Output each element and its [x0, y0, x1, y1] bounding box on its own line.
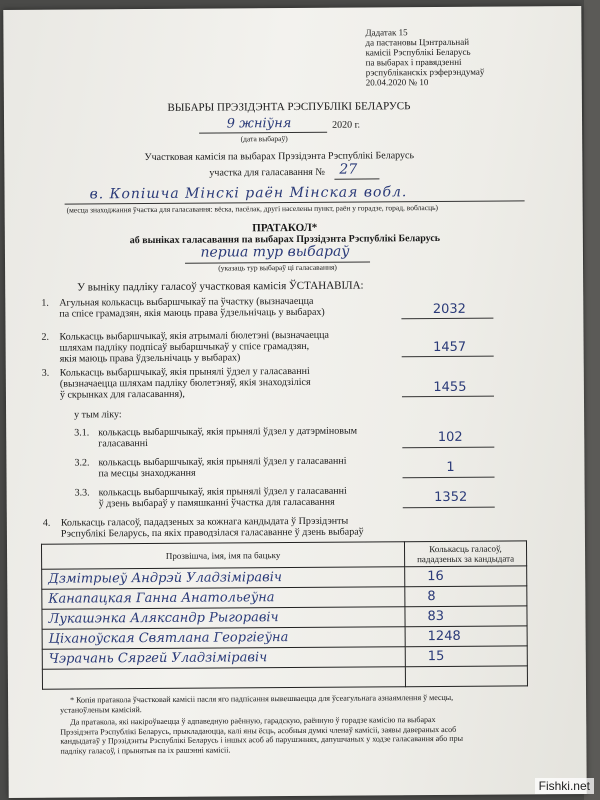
- protocol-title: ПРАТАКОЛ*: [252, 221, 318, 235]
- candidate-votes: 83: [405, 606, 527, 627]
- candidate-name: Дзмітрыеў Андрэй Уладзіміравіч: [42, 567, 405, 590]
- election-round: перша тур выбараў: [200, 243, 350, 261]
- subitem-value: 102: [437, 429, 463, 446]
- votes-header-line: Колькасць галасоў,: [429, 543, 502, 555]
- item-number: 1.: [41, 297, 49, 309]
- annex-block: [365, 26, 565, 87]
- election-title: ВЫБАРЫ ПРЭЗІДЭНТА РЭСПУБЛІКІ БЕЛАРУСЬ: [167, 100, 411, 114]
- candidate-votes: 8: [405, 586, 527, 607]
- footnote-line: * Копія пратакола ўчастковай камісіі пасля яго падпісання вывешваецца для ўсеагульнага азнаямлення ў месцы,: [70, 692, 454, 705]
- item-number: 3.: [41, 367, 50, 379]
- subitem-line: па месцы знаходжання: [98, 467, 196, 480]
- annex-line: да пастановы Цэнтральнай: [365, 36, 470, 48]
- annex-line: рэспубліканскіх рэферэндумаў: [365, 66, 485, 78]
- item-line: шляхам падліку подпісаў выбаршчыкаў у спісе грамадзян,: [59, 340, 310, 354]
- precinct-prefix: участка для галасавання №: [209, 166, 325, 179]
- round-caption: (указаць тур выбараў ці галасавання): [218, 262, 337, 273]
- candidate-name: Ціханоўская Святлана Георгіеўна: [42, 627, 405, 650]
- commission-line: Участковая камісія па выбарах Прэзідэнта Рэспублікі Беларусь: [144, 150, 415, 164]
- location-caption: (месца знаходжання ўчастка для галасавання: вёска, пасёлак, другі населены пункт, раён у горадзе, горад, вобласць): [66, 202, 439, 215]
- footnote-line: устаноўленым камісіяй.: [60, 704, 142, 715]
- date-caption: (дата выбараў): [240, 134, 288, 144]
- candidate-votes: 15: [405, 646, 527, 667]
- item-line: ў скрынках для галасавання),: [59, 388, 185, 401]
- empty-cell: [405, 666, 527, 687]
- item-line: якія маюць права ўдзельнічаць у выбарах): [59, 352, 241, 365]
- subitem-value: 1: [446, 459, 455, 475]
- item-value: 1455: [433, 379, 467, 396]
- subitem-line: ў дзень выбараў у памяшканні ўчастка для галасавання: [98, 496, 335, 510]
- precinct-underline: [334, 178, 379, 179]
- subitem-line: колькасць выбаршчыкаў, якія прынялі ўдзел у галасаванні: [98, 485, 347, 499]
- empty-cell: [42, 667, 405, 690]
- value-underline: [402, 447, 494, 449]
- election-date: 9 жніўня: [226, 116, 292, 132]
- item-value: 1457: [433, 339, 467, 356]
- year-suffix: 2020 г.: [332, 119, 361, 131]
- item-line: Колькасць галасоў, пададзеных за кожнага кандыдата ў Прэзідэнты: [60, 515, 349, 529]
- including-label: у тым ліку:: [74, 409, 122, 421]
- subitem-line: колькасць выбаршчыкаў, якія прынялі ўдзел у галасаванні: [98, 455, 347, 469]
- table-header-row: [41, 541, 526, 569]
- item-number: 2.: [41, 331, 50, 343]
- subitem-line: галасаванні: [98, 438, 148, 450]
- item-number: 4.: [42, 517, 51, 529]
- item-text: [59, 295, 389, 319]
- precinct-number: 27: [339, 161, 358, 178]
- item-text: [60, 329, 390, 364]
- subitem-number: 3.3.: [74, 487, 90, 499]
- candidate-name: Лукашэнка Аляксандр Рыгоравіч: [42, 607, 405, 630]
- subitem-text: [98, 455, 398, 479]
- site-watermark: Fishki.net: [535, 778, 594, 794]
- protocol-sheet: [3, 6, 586, 798]
- value-underline: [402, 356, 494, 358]
- votes-header-line: пададзеных за кандыдата: [417, 553, 515, 565]
- table-row: [42, 666, 527, 689]
- column-header-name: Прозвішча, імя, імя па бацьку: [41, 542, 404, 570]
- footnote-line: Да пратакола, які накіроўваецца ў адпаведную раённую, гарадскую, раённую ў горадзе камісію па выбарах: [70, 715, 436, 727]
- item-line: (вызначаецца шляхам падліку бюлетэняў, якія знаходзіліся: [59, 376, 311, 390]
- candidates-table: [41, 540, 528, 689]
- annex-line: па выбарах і правядзенні: [365, 56, 462, 68]
- subitem-number: 3.1.: [74, 427, 90, 439]
- item-line: Колькасць выбаршчыкаў, якія прынялі ўдзел у галасаванні: [59, 365, 310, 379]
- value-underline: [402, 396, 494, 398]
- annex-line: камісіі Рэспублікі Беларусь: [365, 46, 471, 58]
- item-value: 2032: [432, 301, 466, 318]
- subitem-text: [98, 425, 398, 449]
- annex-line: 20.04.2020 № 10: [365, 77, 429, 88]
- candidate-name: Канапацкая Ганна Анатольеўна: [42, 587, 405, 610]
- footnote-line: кандыдатаў у Прэзідэнты Рэспублікі Беларусь і іншых асоб аб парушэннях, дапушчаных у ходзе галасавання або пры: [60, 733, 463, 746]
- footnotes: [60, 692, 530, 755]
- subitem-number: 3.2.: [74, 457, 90, 469]
- candidate-votes: 1248: [405, 626, 527, 647]
- intro-text: У выніку падліку галасоў участковая камісія ЎСТАНАВІЛА:: [77, 279, 364, 294]
- value-underline: [403, 507, 495, 509]
- footnote-line: падліку галасоў, і прынятыя па іх рашэнні камісіі.: [60, 744, 231, 756]
- value-underline: [401, 318, 493, 320]
- background-wall: [584, 0, 600, 800]
- subitem-line: колькасць выбаршчыкаў, якія прынялі ўдзел у датэрміновым: [98, 425, 358, 439]
- annex-line: Дадатак 15: [365, 27, 408, 38]
- item-text: [61, 515, 421, 540]
- precinct-location: в. Копішча Мінскі раён Мінская вобл.: [89, 184, 408, 203]
- subitem-value: 1352: [434, 489, 468, 506]
- value-underline: [403, 477, 495, 479]
- column-header-votes: [404, 541, 526, 567]
- item-line: па спісе грамадзян, якія маюць права ўдзельнічаць у выбарах): [59, 306, 325, 320]
- candidate-name: Чэрачань Сяргей Уладзіміравіч: [42, 647, 405, 670]
- protocol-subtitle: аб выніках галасавання па выбарах Прэзідэнта Рэспублікі Беларусь: [129, 232, 441, 247]
- item-line: Рэспублікі Беларусь, па якіх праводзілася галасаванне ў дзень выбараў: [60, 526, 364, 540]
- footnote-line: Прэзідэнта Рэспублікі Беларусь, прыкладаюцца, калі яны ёсць, асобныя думкі членаў камісіі, заявы даверaных асоб: [60, 724, 457, 737]
- subitem-text: [99, 485, 399, 509]
- item-line: Колькасць выбаршчыкаў, якія атрымалі бюлетэні (вызначаецца: [59, 329, 329, 343]
- item-text: [60, 365, 390, 400]
- item-line: Агульная колькасць выбаршчыкаў па ўчастку (вызначаецца: [59, 295, 314, 309]
- candidate-votes: 16: [405, 566, 527, 587]
